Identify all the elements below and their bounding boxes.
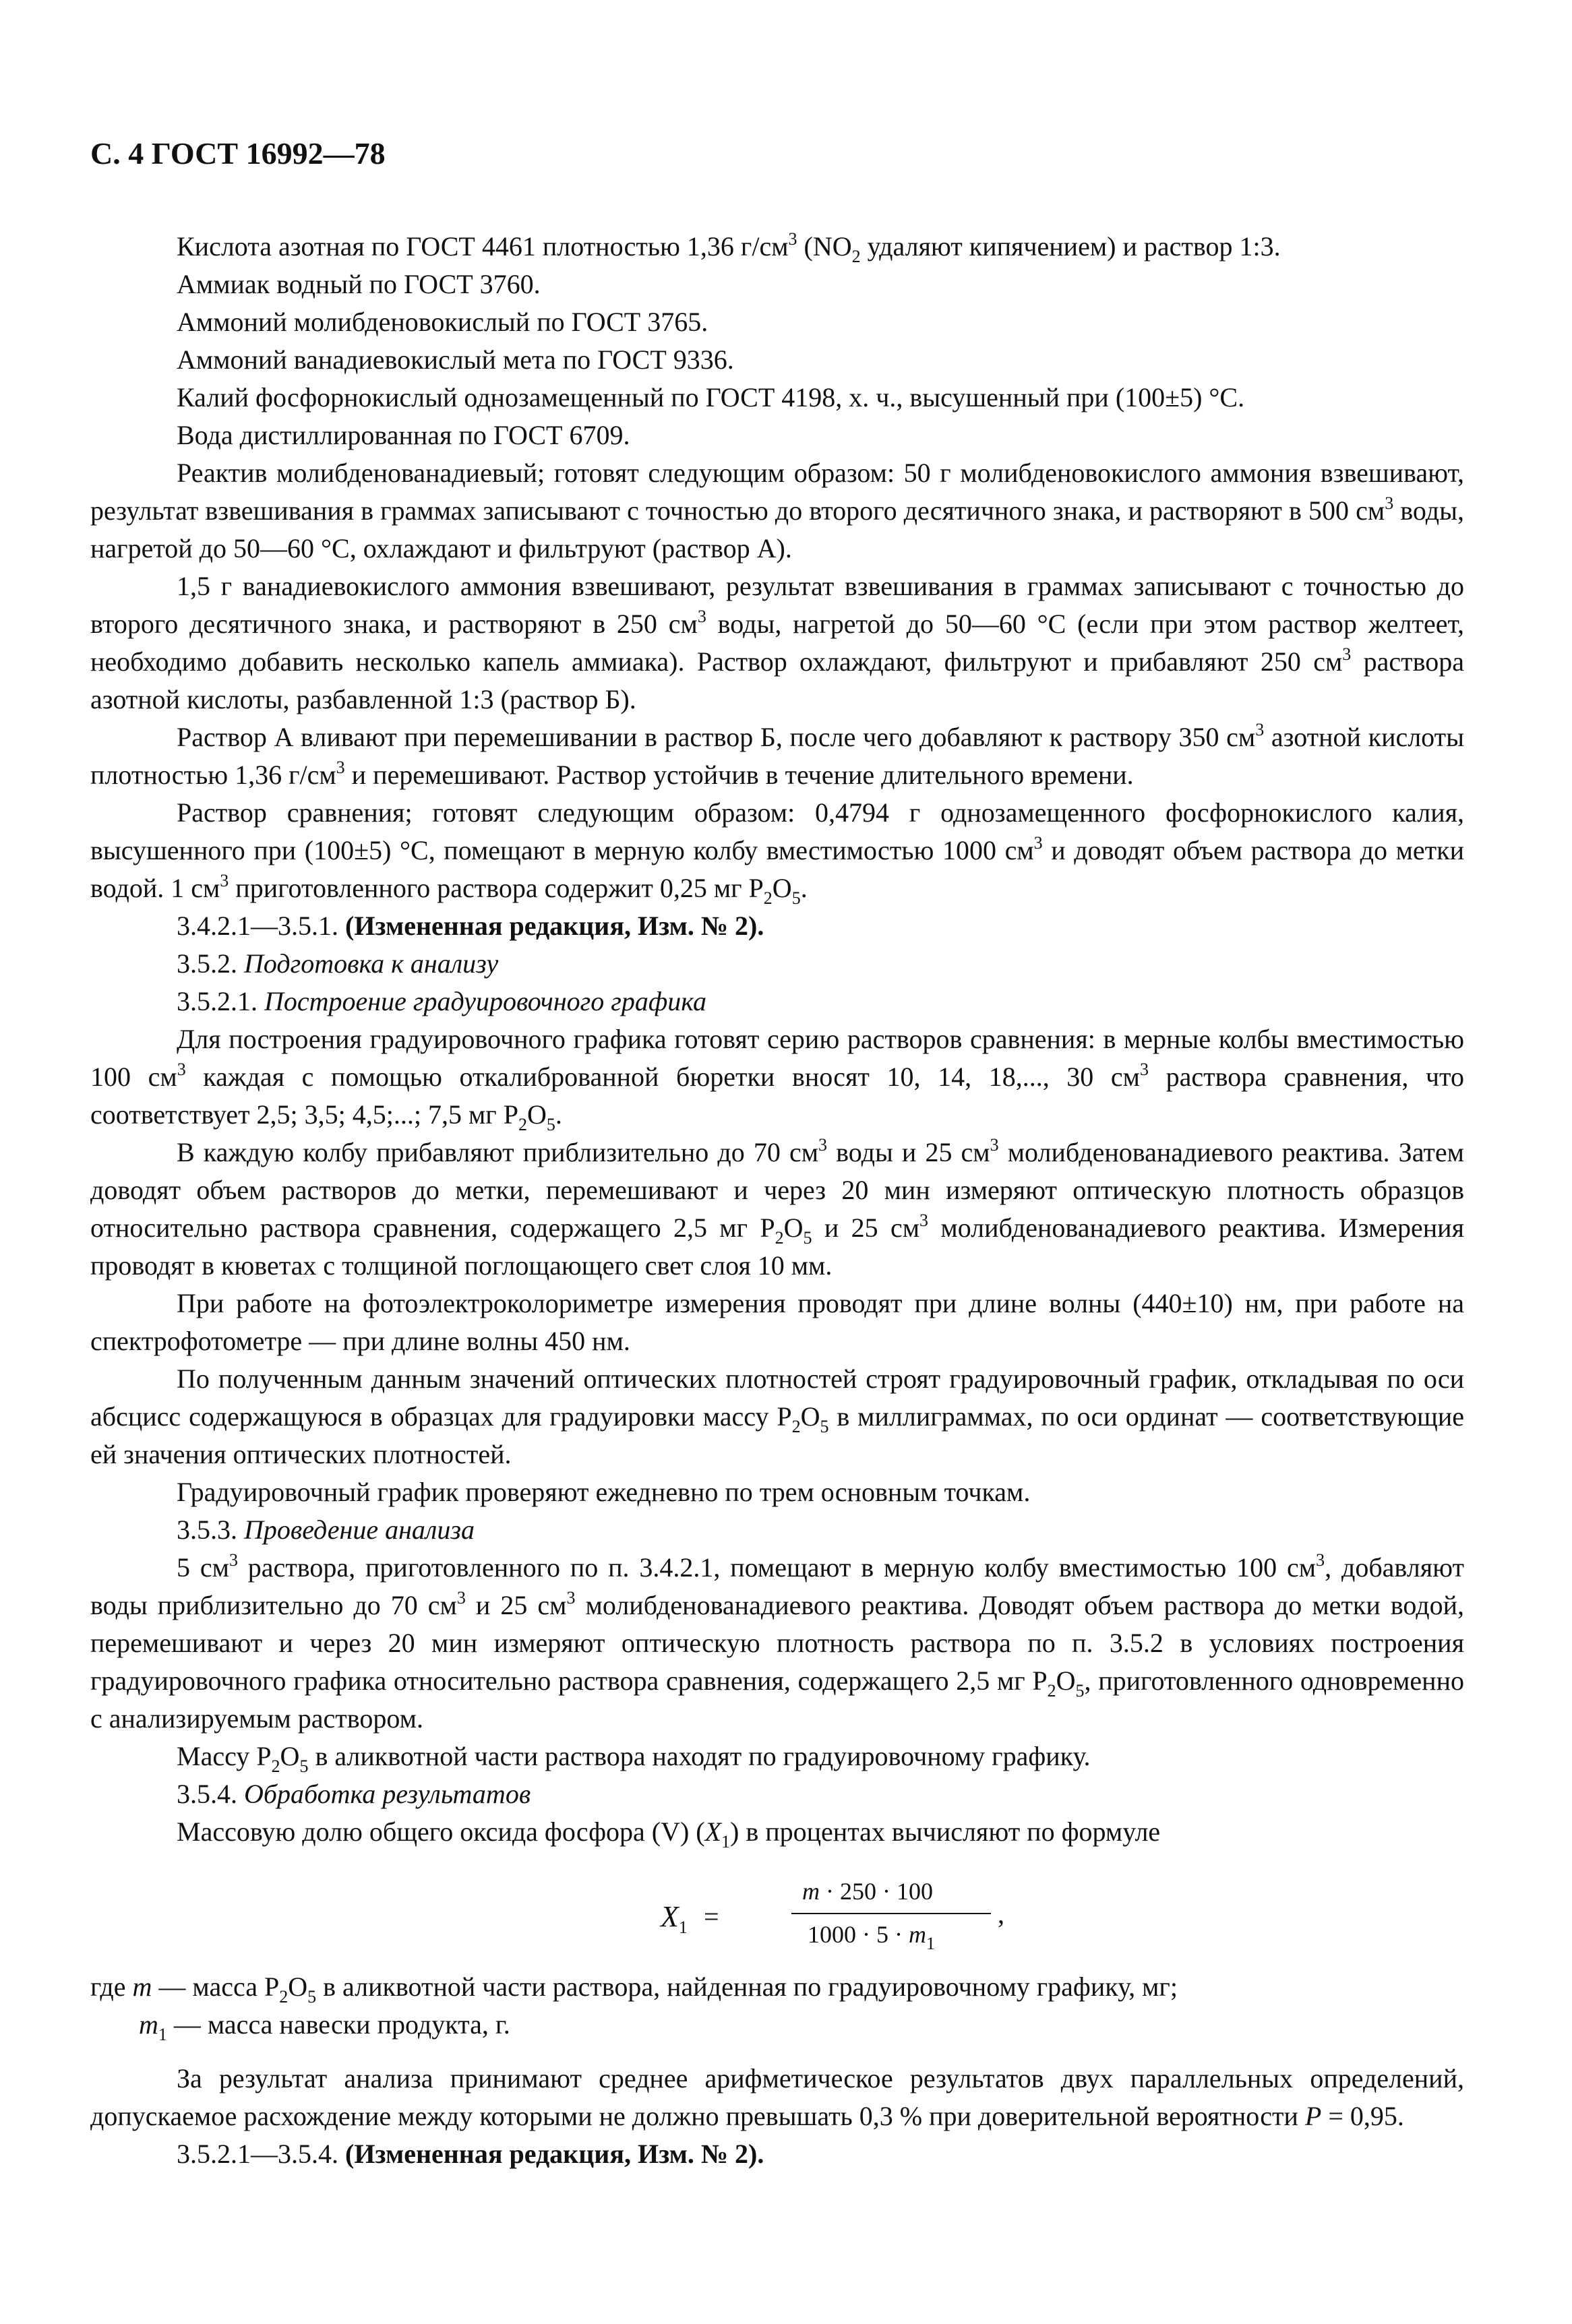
paragraph-calibration-series: Для построения градуировочного графика готовят серию растворов сравнения: в мерные колбы вместимостью 100 $см^3$ каждая с помощью откалиброванной бюретки вносят 10, 14, 18,..., 30 $см^3$ раствора сравнения, что соответствует 2,5; 3,5; 4,5;...; 7,5 мг $Р_2О_5$. — [90, 1024, 1465, 1134]
formula-comma: , — [998, 1899, 1004, 1929]
where-m1: $m_1$ — масса навески продукта, г. — [139, 2009, 510, 2044]
formula-fraction-bar — [791, 1913, 991, 1914]
amendment-note-2: 3.5.2.1—3.5.4. (Измененная редакция, Изм. № 2). — [177, 2139, 764, 2169]
paragraph-wavelength: При работе на фотоэлектроколориметре измерения проводят при длине волны (440±10) нм, при работе на спектрофотометре — при длине волны 450 нм. — [90, 1288, 1464, 1356]
formula-lhs: $X_1$ — [661, 1900, 688, 1937]
reagent-potassium-phosphate: Калий фосфорнокислый однозамещенный по ГОСТ 4198, х. ч., высушенный при (100±5) °С. — [177, 382, 1245, 412]
formula-equals: = — [704, 1901, 719, 1932]
reagent-distilled-water: Вода дистиллированная по ГОСТ 6709. — [177, 420, 630, 450]
paragraph-vanadate-prep: 1,5 г ванадиевокислого аммония взвешивают, результат взвешивания в граммах записывают с точностью до второго десятичного знака, и растворяют в 250 $см^3$ воды, нагретой до 50—60 °С (если при этом раствор желтеет, необходимо добавить несколько капель аммиака). Раствор охлаждают, фильтруют и прибавляют 250 $см^3$ раствора азотной кислоты, разбавленной 1:3 (раствор Б). — [90, 571, 1464, 714]
paragraph-reference-solution: Раствор сравнения; готовят следующим образом: 0,4794 г однозамещенного фосфорнокислого калия, высушенного при (100±5) °С, помещают в мерную колбу вместимостью 1000 $см^3$ и доводят объем раствора до метки водой. 1 $см^3$ приготовленного раствора содержит 0,25 мг $Р_2О_5$. — [90, 797, 1464, 908]
paragraph-formula-intro: Массовую долю общего оксида фосфора (V) $(X_1)$ в процентах вычисляют по формуле — [177, 1816, 1161, 1852]
paragraph-analysis-procedure: 5 $см^3$ раствора, приготовленного по п. 3.4.2.1, помещают в мерную колбу вместимостью 100 $см^3$, добавляют воды приблизительно до 70 $см^3$ и 25 $см^3$ молибденованадиевого реактива. Доводят объем раствора до метки водой, перемешивают и через 20 мин измеряют оптическую плотность раствора по п. 3.5.2 в условиях построения градуировочного графика относительно раствора сравнения, содержащего 2,5 мг $Р_2О_5$, приготовленного одновременно с анализируемым раствором. — [90, 1550, 1464, 1734]
reagent-nitric-acid: Кислота азотная по ГОСТ 4461 плотностью 1,36 $г/см^3$ ($NO_2$ удаляют кипячением) и раствор 1:3. — [177, 229, 1281, 266]
reagent-ammonia: Аммиак водный по ГОСТ 3760. — [177, 269, 541, 299]
page-header: С. 4 ГОСТ 16992—78 — [90, 136, 386, 171]
section-3-5-2-1: 3.5.2.1. Построение градуировочного графика — [177, 986, 706, 1016]
paragraph-reagent-prep: Реактив молибденованадиевый; готовят следующим образом: 50 г молибденовокислого аммония взвешивают, результат взвешивания в граммах записывают с точностью до второго десятичного знака, и растворяют в 500 $см^3$ воды, нагретой до 50—60 °С, охлаждают и фильтруют (раствор А). — [90, 458, 1464, 563]
section-3-5-2: 3.5.2. Подготовка к анализу — [177, 948, 499, 979]
paragraph-flask-procedure: В каждую колбу прибавляют приблизительно до 70 $см^3$ воды и 25 $см^3$ молибденованадиевого реактива. Затем доводят объем растворов до метки, перемешивают и через 20 мин измеряют оптическую плотность образцов относительно раствора сравнения, содержащего 2,5 мг $Р_2О_5$ и 25 $см^3$ молибденованадиевого реактива. Измерения проводят в кюветах с толщиной поглощающего свет слоя 10 мм. — [90, 1135, 1464, 1281]
reagent-ammonium-vanadate: Аммоний ванадиевокислый мета по ГОСТ 9336. — [177, 344, 734, 375]
formula-x1 — [90, 1872, 1464, 1960]
formula-denominator: $1000 \cdot 5 \cdot m_1$ — [808, 1921, 935, 1953]
paragraph-result: За результат анализа принимают среднее арифметическое результатов двух параллельных определений, допускаемое расхождение между которыми не должно превышать 0,3 % при доверительной вероятности P = 0,95. — [90, 2063, 1464, 2131]
paragraph-mixing: Раствор А вливают при перемешивании в раствор Б, после чего добавляют к раствору 350 $см^3$ азотной кислоты плотностью 1,36 $г/см^3$ и перемешивают. Раствор устойчив в течение длительного времени. — [90, 720, 1465, 790]
where-m: где m — масса $Р_2О_5$ в аликвотной части раствора, найденная по градуировочному графику, мг; — [90, 1971, 1178, 2007]
paragraph-plot-construction: По полученным данным значений оптических плотностей строят градуировочный график, откладывая по оси абсцисс содержащуюся в образцах для градуировки массу $Р_2О_5$ в миллиграммах, по оси ординат — соответствующие ей значения оптических плотностей. — [90, 1364, 1464, 1469]
amendment-note-1: 3.4.2.1—3.5.1. (Измененная редакция, Изм. № 2). — [177, 911, 764, 941]
reagent-ammonium-molybdate: Аммоний молибденовокислый по ГОСТ 3765. — [177, 307, 708, 337]
section-3-5-3: 3.5.3. Проведение анализа — [177, 1515, 475, 1545]
paragraph-daily-check: Градуировочный график проверяют ежедневно по трем основным точкам. — [177, 1477, 1031, 1507]
paragraph-mass-determination: Массу $Р_2О_5$ в аликвотной части раствора находят по градуировочному графику. — [177, 1741, 1091, 1776]
formula-numerator: m · 250 · 100 — [802, 1878, 933, 1905]
section-3-5-4: 3.5.4. Обработка результатов — [177, 1779, 531, 1809]
